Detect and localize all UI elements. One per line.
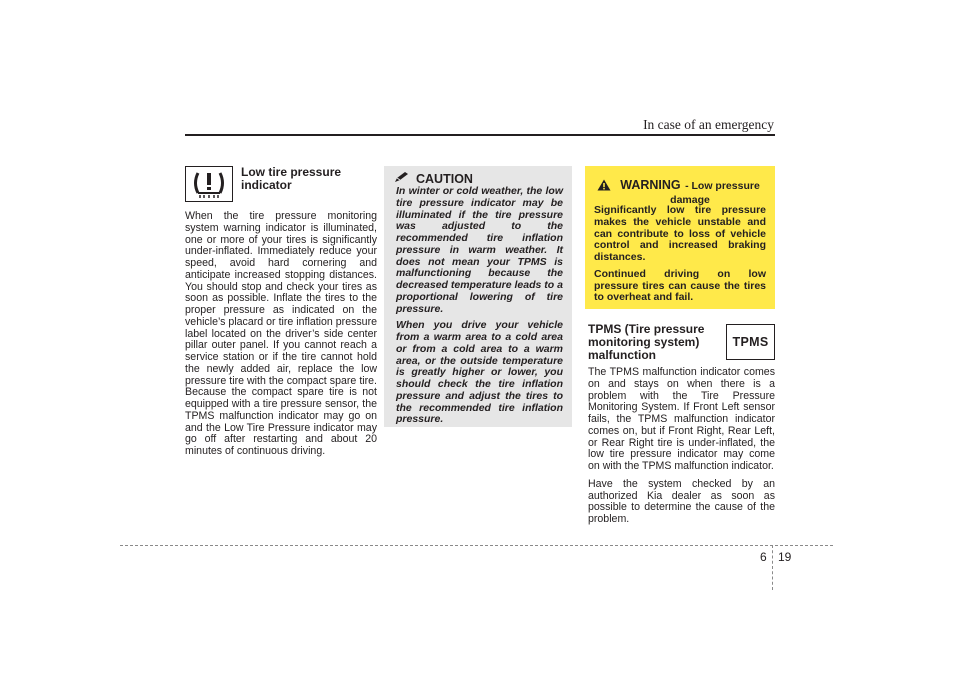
warning-triangle-icon [597, 178, 611, 196]
tpms-indicator-icon: TPMS [726, 324, 775, 360]
caution-title: CAUTION [416, 171, 473, 186]
footer-divider [772, 545, 773, 590]
title-line: indicator [241, 178, 292, 192]
caution-header [394, 171, 473, 186]
warning-box [585, 166, 775, 309]
title-line: malfunction [588, 348, 656, 362]
low-tire-pressure-body: When the tire pressure monitoring system warning indicator is illuminated, one or more of your tires is significantly under-inflated. Immediately reduce your speed, avoid hard cornering and anticipate increased stopping distances. You should stop and check your tires as soon as possible. Inflate the tires to the proper pressure as indicated on the vehicle’s placard or tire inflation pressure label located on the driver’s side center pillar outer panel. If you cannot reach a service station or if the tire cannot hold the newly added air, replace the low pressure tire with the compact spare tire. Because the compact spare tire is not equipped with a tire pressure sensor, the TPMS malfunction indicator may go on and the Low Tire Pressure indicator may go off after restarting and about 20 minutes of continuous driving. [185, 210, 377, 457]
footer-rule [120, 545, 833, 546]
warning-paragraph: Significantly low tire pressure makes the vehicle unstable and can contribute to loss of vehicle control and increased braking distances. [594, 204, 766, 263]
title-line: monitoring system) [588, 335, 700, 349]
caution-paragraph: In winter or cold weather, the low tire pressure indicator may be illuminated if the tire pressure was adjusted to the recommended tire inflation pressure in warm weather. It does not mean your TPMS is malfunctioning because the decreased temperature leads to a proportional lowering of tire pressure. [396, 185, 563, 315]
page-number: 19 [778, 550, 792, 564]
title-line: Low tire pressure [241, 165, 342, 179]
warning-subtitle: damage [670, 194, 710, 206]
warning-text [594, 205, 766, 309]
tpms-malfunction-title [588, 323, 718, 362]
warning-header [615, 176, 765, 206]
caution-pen-icon [394, 171, 410, 186]
header-rule [185, 134, 775, 136]
caution-text [396, 186, 563, 431]
warning-title: WARNING [620, 178, 681, 192]
caution-paragraph: When you drive your vehicle from a warm area to a cold area or from a cold area to a warm area, or the outside temperature is greatly higher or lower, you should check the tire inflation pressure and adjust the tires to the recommended tire inflation pressure. [396, 319, 563, 426]
chapter-number: 6 [760, 550, 767, 564]
tpms-paragraph: The TPMS malfunction indicator comes on and stays on when there is a problem with the Tire Pressure Monitoring System. If Front Left sensor fails, the TPMS malfunction indicator comes on, but if Front Right, Rear Left, or Rear Right tire is under-inflated, the low tire pressure indicator may come on with the TPMS malfunction indicator. [588, 366, 775, 472]
section-header: In case of an emergency [643, 117, 774, 132]
tpms-paragraph: Have the system checked by an authorized Kia dealer as soon as possible to determine the cause of the problem. [588, 477, 775, 525]
low-tire-pressure-title [241, 166, 377, 192]
tpms-malfunction-body [588, 367, 775, 532]
warning-paragraph: Continued driving on low pressure tires can cause the tires to overheat and fail. [594, 267, 766, 304]
tire-pressure-warning-icon [185, 166, 233, 202]
caution-box [384, 166, 572, 427]
warning-subtitle: - Low pressure [685, 180, 760, 192]
title-line: TPMS (Tire pressure [588, 322, 705, 336]
